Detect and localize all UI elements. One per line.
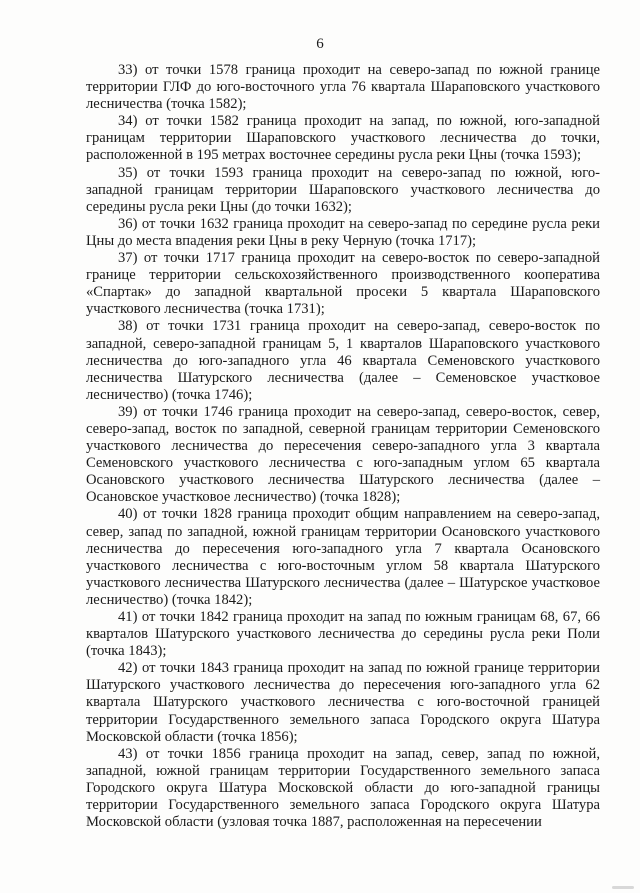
paragraph-43: 43) от точки 1856 граница проходит на запад, север, запад по южной, западной, южной границам территории Государственного земельного запаса Городского округа Шатура Московской области до юго-западной границы территории Государственного земельного запаса Городского округа Шатура Московской области (узловая точка 1887, расположенная на пересечении	[86, 745, 600, 831]
paragraph-41: 41) от точки 1842 граница проходит на запад по южным границам 68, 67, 66 кварталов Шатурского участкового лесничества до середины русла реки Поли (точка 1843);	[86, 609, 600, 660]
paragraph-42: 42) от точки 1843 граница проходит на запад по южной границе территории Шатурского участкового лесничества до пересечения юго-западного угла 62 квартала Шатурского участкового лесничества с юго-восточной границей территории Государственного земельного запаса Городского округа Шатура Московской области (точка 1856);	[86, 660, 600, 745]
paragraph-36: 36) от точки 1632 граница проходит на северо-запад по середине русла реки Цны до места впадения реки Цны в реку Черную (точка 1717);	[86, 215, 600, 249]
paragraph-34: 34) от точки 1582 граница проходит на запад, по южной, юго-западной границам территории Шараповского участкового лесничества до точки, расположенной в 195 метрах восточнее середины русла реки Цны (точка 1593);	[86, 113, 600, 164]
paragraph-40: 40) от точки 1828 граница проходит общим направлением на северо-запад, север, запад по западной, южной границам территории Осановского участкового лесничества до пересечения юго-западного угла 7 квартала Осановского участкового лесничества с юго-восточным углом 58 квартала Шатурского участкового лесничества Шатурского лесничества (далее – Шатурское участковое лесничество) (точка 1842);	[86, 506, 600, 608]
page-number: 6	[316, 36, 324, 52]
paragraph-39: 39) от точки 1746 граница проходит на северо-запад, северо-восток, север, северо-запад, восток по западной, северной границам территории Семеновского участкового лесничества до пересечения северо-западного угла 3 квартала Семеновского участкового лесничества с юго-западным углом 65 квартала Осановского участкового лесничества Шатурского лесничества (далее – Осановское участковое лесничество) (точка 1828);	[86, 403, 600, 506]
paragraph-37: 37) от точки 1717 граница проходит на северо-восток по северо-западной границе территории сельскохозяйственного производственного кооператива «Спартак» до западной квартальной просеки 5 квартала Шараповского участкового лесничества (точка 1731);	[86, 250, 600, 318]
paragraph-35: 35) от точки 1593 граница проходит на северо-запад по южной, юго-западной границам территории Шараповского участкового лесничества до середины русла реки Цны (до точки 1632);	[86, 164, 600, 215]
scan-artifact	[612, 886, 634, 889]
document-body	[86, 62, 600, 831]
paragraph-33: 33) от точки 1578 граница проходит на северо-запад по южной границе территории ГЛФ до юго-восточного угла 76 квартала Шараповского участкового лесничества (точка 1582);	[86, 62, 600, 113]
paragraph-38: 38) от точки 1731 граница проходит на северо-запад, северо-восток по западной, северо-западной границам 5, 1 кварталов Шараповского участкового лесничества до юго-западного угла 46 квартала Семеновского участкового лесничества Шатурского лесничества (далее – Семеновское участковое лесничество) (точка 1746);	[86, 318, 600, 403]
